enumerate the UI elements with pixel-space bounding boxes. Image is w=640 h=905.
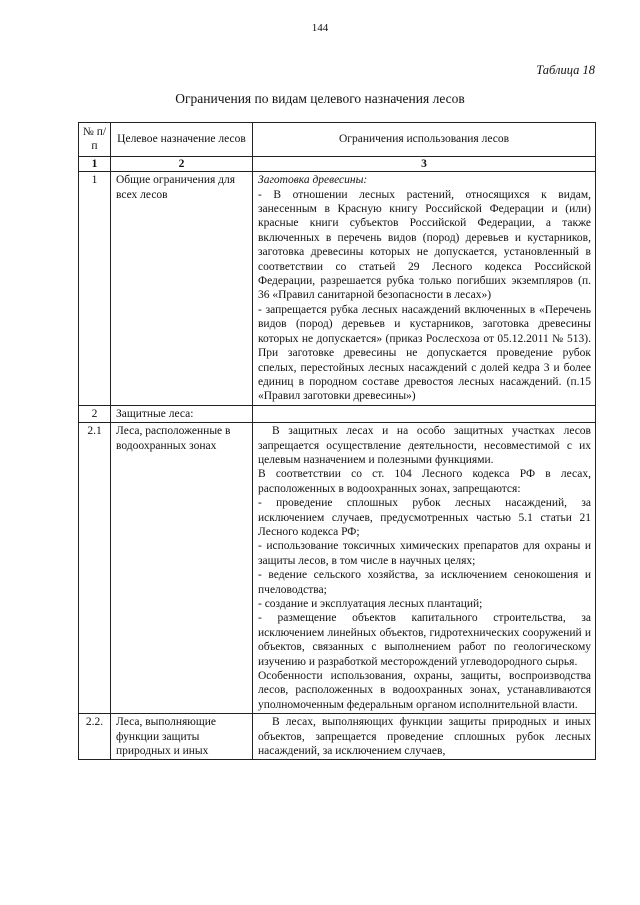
table-row (79, 423, 596, 714)
row-purpose: Общие ограничения для всех лесов (111, 172, 253, 406)
restriction-paragraph: В соответствии со ст. 104 Лесного кодекса РФ в лесах, расположенных в водоохранных зонах, запрещаются: (258, 468, 591, 495)
row-purpose: Леса, расположенные в водоохранных зонах (111, 423, 253, 714)
restrictions-table-wrapper (78, 122, 595, 760)
row-restrictions (253, 423, 596, 714)
header-num: № п/п (79, 123, 111, 157)
header-purpose: Целевое назначение лесов (111, 123, 253, 157)
restriction-paragraph: Особенности использования, охраны, защиты, воспроизводства лесов, расположенных в водоохранных зонах, устанавливаются уполномоченным федеральным органом исполнительной власти. (258, 670, 591, 711)
column-number: 1 (79, 156, 111, 171)
page-number: 144 (311, 22, 329, 34)
row-number: 2.2. (79, 714, 111, 760)
restriction-paragraph: - использование токсичных химических препаратов для охраны и защиты лесов, в том числе в научных целях; (258, 540, 591, 567)
restrictions-table (78, 122, 596, 760)
column-number: 2 (111, 156, 253, 171)
row-restrictions (253, 172, 596, 406)
row-purpose: Защитные леса: (111, 405, 253, 422)
restriction-paragraph: - создание и эксплуатация лесных плантаций; (258, 598, 483, 610)
row-restrictions (253, 405, 596, 422)
header-restrictions: Ограничения использования лесов (253, 123, 596, 157)
table-row (79, 405, 596, 422)
restriction-paragraph: - проведение сплошных рубок лесных насаждений, за исключением случаев, предусмотренных частью 5.1 статьи 21 Лесного кодекса РФ; (258, 497, 591, 538)
row-restrictions (253, 714, 596, 760)
table-row (79, 714, 596, 760)
document-title: Ограничения по видам целевого назначения лесов (175, 91, 465, 106)
restriction-paragraph: - В отношении лесных растений, относящихся к видам, занесенным в Красную книгу Российской Федерации и (или) красные книги субъектов Российской Федерации, а также включенных в перечень видов (пород) деревьев и кустарников, заготовка древесины которых не допускается, установленный в соответствии со статьей 29 Лесного кодекса Российской Федерации, разрешается рубка только погибших экземпляров (п. 36 «Правил санитарной безопасности в лесах») (258, 188, 591, 302)
restriction-heading: Заготовка древесины: (258, 174, 368, 187)
restriction-paragraph: - ведение сельского хозяйства, за исключением сенокошения и пчеловодства; (258, 569, 591, 596)
restriction-paragraph: В защитных лесах и на особо защитных участках лесов запрещается осуществление деятельности, несовместимой с их целевым назначением и полезными функциями. (258, 425, 591, 466)
table-caption: Таблица 18 (536, 63, 595, 77)
column-number-row (79, 156, 596, 171)
restriction-paragraph: В лесах, выполняющих функции защиты природных и иных объектов, запрещается проведение сплошных рубок лесных насаждений, за исключением случаев, (258, 716, 591, 758)
row-number: 2.1 (79, 423, 111, 714)
column-number: 3 (253, 156, 596, 171)
row-number: 2 (79, 405, 111, 422)
restriction-paragraph: - запрещается рубка лесных насаждений включенных в «Перечень видов (пород) деревьев и кустарников, заготовка древесины которых не допускается» (приказ Рослесхоза от 05.12.2011 № 513). При заготовке древесины не допускается проведение рубок спелых, перестойных лесных насаждений с долей кедра 3 и более единиц в породном составе древостоя лесных насаждений. (п.15 «Правил заготовки древесины») (258, 303, 591, 403)
restriction-paragraph: - размещение объектов капитального строительства, за исключением линейных объектов, гидротехнических сооружений и объектов, связанных с выполнением работ по геологическому изучению и разработкой месторождений углеводородного сырья. (258, 612, 591, 668)
table-header-row (79, 123, 596, 157)
row-purpose: Леса, выполняющие функции защиты природных и иных (111, 714, 253, 760)
row-number: 1 (79, 172, 111, 406)
table-row (79, 172, 596, 406)
